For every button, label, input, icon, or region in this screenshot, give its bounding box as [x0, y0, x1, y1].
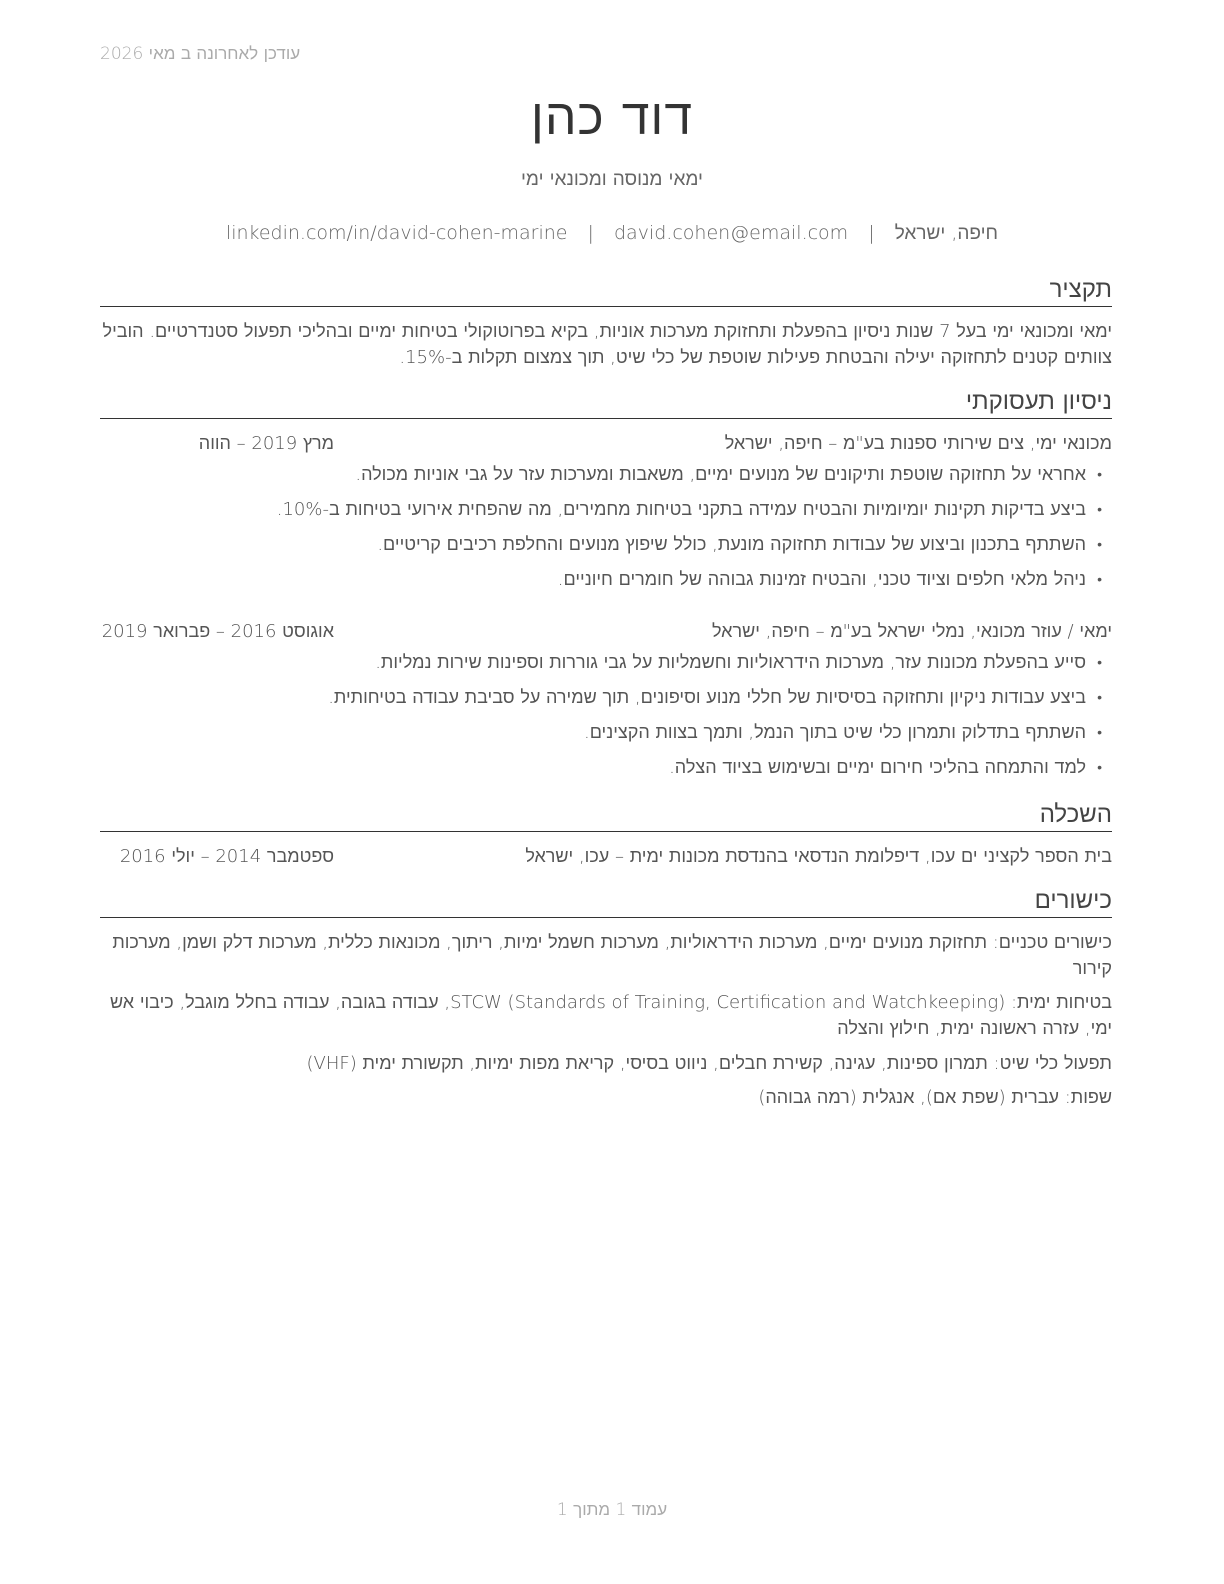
job-row [100, 431, 1112, 457]
skill-item: שפות: עברית (שפת אם), אנגלית (רמה גבוהה) [758, 1087, 1112, 1108]
page-number: עמוד 1 מתוך 1 [556, 1500, 668, 1520]
email-link[interactable]: david.cohen@email.com [614, 222, 849, 244]
list-item: • ניהל מלאי חלפים וציוד טכני, והבטיח זמינות גבוהה של חומרים חיוניים. [100, 567, 1102, 602]
linkedin-link[interactable]: linkedin.com/in/david-cohen-marine [225, 222, 568, 244]
job-row [100, 619, 1112, 645]
job-bullets [100, 462, 1102, 602]
summary-heading: תקציר [100, 274, 1112, 307]
last-updated: עודכן לאחרונה ב מאי 2026 [100, 44, 301, 64]
skill-item: כישורים טכניים: תחזוקת מנועים ימיים, מערכות הידראוליות, מערכות חשמל ימיות, ריתוך, מכונאות כללית, מערכות דלק ושמן, מערכות קירור [112, 932, 1112, 979]
skills-heading: כישורים [100, 885, 1112, 918]
education-row [100, 844, 1112, 870]
job-bullets [100, 650, 1102, 790]
list-item: • למד והתמחה בהליכי חירום ימיים ובשימוש בציוד הצלה. [100, 755, 1102, 790]
list-item: • ביצע עבודות ניקיון ותחזוקה בסיסיות של חללי מנוע וסיפונים, תוך שמירה על סביבת עבודה בטיחותית. [100, 685, 1102, 720]
list-item: • ביצע בדיקות תקינות יומיומיות והבטיח עמידה בתקני בטיחות מחמירים, מה שהפחית אירועי בטיחות ב-10%. [100, 497, 1102, 532]
separator: | [587, 222, 594, 244]
skill-item: תפעול כלי שיט: תמרון ספינות, עגינה, קשירת חבלים, ניווט בסיסי, קריאת מפות ימיות, תקשורת ימית (VHF) [306, 1053, 1112, 1074]
contact-line [0, 222, 1224, 245]
education-dates: ספטמבר 2014 – יולי 2016 [119, 846, 334, 867]
list-item: • השתתף בתדלוק ותמרון כלי שיט בתוך הנמל, ותמך בצוות הקצינים. [100, 720, 1102, 755]
separator: | [868, 222, 875, 244]
summary-text: ימאי ומכונאי ימי בעל 7 שנות ניסיון בהפעלת ותחזוקת מערכות אוניות, בקיא בפרוטוקולי בטיחות ימיים ובהליכי תפעול סטנדרטיים. הוביל צוותים קטנים לתחזוקה יעילה והבטחת פעילות שוטפת של כלי שיט, תוך צמצום תקלות ב-15%. [102, 321, 1112, 368]
job-title-org: מכונאי ימי, צים שירותי ספנות בע"מ – חיפה, ישראל [724, 433, 1112, 454]
education-org: בית הספר לקציני ים עכו, דיפלומת הנדסאי בהנדסת מכונות ימית – עכו, ישראל [525, 846, 1112, 867]
list-item: • אחראי על תחזוקה שוטפת ותיקונים של מנועים ימיים, משאבות ומערכות עזר על גבי אוניות מכולה. [100, 462, 1102, 497]
list-item: • השתתף בתכנון וביצוע של עבודות תחזוקה מונעת, כולל שיפוץ מנועים והחלפת רכיבים קריטיים. [100, 532, 1102, 567]
job-dates: מרץ 2019 – הווה [198, 433, 334, 454]
education-heading: השכלה [100, 799, 1112, 832]
job-title-org: ימאי / עוזר מכונאי, נמלי ישראל בע"מ – חיפה, ישראל [711, 621, 1112, 642]
experience-heading: ניסיון תעסוקתי [100, 386, 1112, 419]
skill-item: בטיחות ימית: STCW (Standards of Training, Certification and Watchkeeping), עבודה בגובה, עבודה בחלל מוגבל, כיבוי אש ימי, עזרה ראשונה ימית, חילוץ והצלה [110, 992, 1112, 1039]
job-dates: אוגוסט 2016 – פברואר 2019 [101, 621, 334, 642]
candidate-title: ימאי מנוסה ומכונאי ימי [521, 168, 703, 190]
list-item: • סייע בהפעלת מכונות עזר, מערכות הידראוליות וחשמליות על גבי גוררות וספינות שירות נמליות. [100, 650, 1102, 685]
location: חיפה, ישראל [894, 222, 999, 244]
candidate-name: דוד כהן [530, 88, 694, 146]
